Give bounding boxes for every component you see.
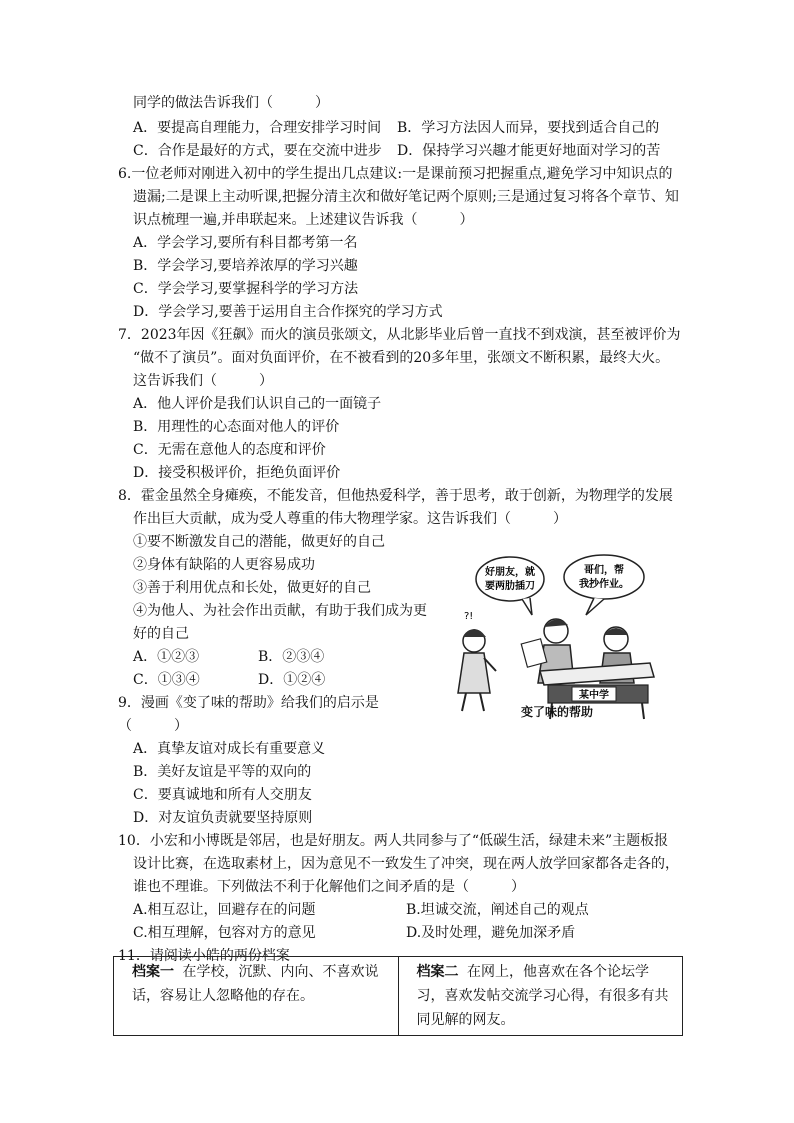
file-two-tag: 档案二	[416, 964, 459, 980]
text-line-l3: C．合作是最好的方式，要在交流中进步	[133, 143, 382, 159]
bubble-right-line2: 我抄作业。	[579, 579, 629, 590]
text-line-l38: 11．请阅读小皓的两份档案	[118, 948, 290, 964]
text-line-l26: C．①③④	[133, 672, 200, 688]
files-table	[113, 956, 683, 1036]
text-line-l9: C．学会学习,要掌握科学的学习方法	[133, 281, 359, 297]
text-line-l30: B．美好友谊是平等的双向的	[133, 764, 312, 780]
text-line-l22: ③善于利用优点和长处，做更好的自己	[133, 580, 371, 596]
text-line-l31: C．要真诚地和所有人交朋友	[133, 787, 312, 803]
text-line-l13: 这告诉我们（ ）	[133, 373, 273, 389]
text-line-l23: ④为他人、为社会作出贡献，有助于我们成为更	[133, 603, 427, 619]
text-line-l35: 谁也不理谁。下列做法不利于化解他们之间矛盾的是（ ）	[133, 879, 525, 895]
text-line-l36: A.相互忍让，回避存在的问题	[133, 902, 316, 918]
text-line-l27: 9．漫画《变了味的帮助》给我们的启示是	[118, 695, 379, 711]
cartoon-caption: 变了味的帮助	[521, 705, 594, 719]
text-line-l17: D．接受积极评价，拒绝负面评价	[133, 465, 341, 481]
bubble-right-line1: 哥们，帮	[584, 565, 624, 576]
text-line-l2: A．要提高自理能力，合理安排学习时间	[133, 120, 382, 136]
text-line-l5: 遗漏;二是课上主动听课,把握分清主次和做好笔记两个原则;三是通过复习将各个章节、知	[133, 189, 679, 205]
text-line-l19: 作出巨大贡献，成为受人尊重的伟大物理学家。这告诉我们（ ）	[133, 511, 567, 527]
text-line-l18: 8．霍金虽然全身瘫痪，不能发音，但他热爱科学，善于思考，敢于创新，为物理学的发展	[118, 488, 673, 504]
text-line-l36b: B.坦诚交流，阐述自己的观点	[406, 902, 589, 918]
text-line-l3b: D．保持学习兴趣才能更好地面对学习的苦	[397, 143, 661, 159]
text-line-l16: C．无需在意他人的态度和评价	[133, 442, 326, 458]
bubble-left-line2: 要两肋插刀	[485, 581, 535, 592]
text-line-l24: 好的自己	[133, 626, 189, 642]
text-line-l1: 同学的做法告诉我们（ ）	[133, 95, 329, 111]
text-line-l33: 10．小宏和小博既是邻居，也是好朋友。两人共同参与了“低碳生活，绿建未来”主题板报	[118, 833, 669, 849]
text-line-l11: 7．2023年因《狂飙》而火的演员张颂文，从北影毕业后曾一直找不到戏演，甚至被评价为	[118, 327, 681, 343]
text-line-l2b: B．学习方法因人而异，要找到适合自己的	[397, 120, 660, 136]
text-line-l25b: B．②③④	[258, 649, 325, 665]
text-line-l37: C.相互理解，包容对方的意见	[133, 925, 316, 941]
text-line-l20: ①要不断激发自己的潜能，做更好的自己	[133, 534, 385, 550]
cartoon-drawing	[444, 553, 662, 721]
text-line-l29: A．真挚友谊对成长有重要意义	[133, 741, 326, 757]
text-line-l21: ②身体有缺陷的人更容易成功	[133, 557, 315, 573]
file-two-text: 在网上，他喜欢在各个论坛学习，喜欢发帖交流学习心得，有很多有共同见解的网友。	[416, 964, 669, 1028]
file-two-cell	[398, 957, 683, 1036]
text-line-l34: 设计比赛，在选取素材上，因为意见不一致发生了冲突，现在两人放学回家都各走各的，	[133, 856, 679, 872]
text-line-l32: D．对友谊负责就要坚持原则	[133, 810, 313, 826]
text-line-l28: （ ）	[118, 718, 188, 734]
exclaim-mark: ?!	[464, 611, 474, 622]
text-line-l12: “做不了演员”。面对负面评价，在不被看到的20多年里，张颂文不断积累，最终大火。	[133, 350, 670, 366]
text-line-l14: A．他人评价是我们认识自己的一面镜子	[133, 396, 382, 412]
file-one-tag: 档案一	[132, 964, 174, 980]
text-line-l37b: D.及时处理，避免加深矛盾	[406, 925, 576, 941]
text-line-l25: A．①②③	[133, 649, 200, 665]
text-line-l4: 6.一位老师对刚进入初中的学生提出几点建议:一是课前预习把握重点,避免学习中知识点的	[118, 166, 673, 182]
text-line-l15: B．用理性的心态面对他人的评价	[133, 419, 340, 435]
file-one-text: 在学校，沉默、内向、不喜欢说话，容易让人忽略他的存在。	[132, 964, 379, 1004]
text-line-l10: D．学会学习,要善于运用自主合作探究的学习方式	[133, 304, 443, 320]
file-one-cell	[114, 957, 399, 1036]
desk-sign: 某中学	[579, 690, 609, 701]
bubble-left-line1: 好朋友，就	[485, 567, 535, 578]
text-line-l6: 识点梳理一遍,并串联起来。上述建议告诉我（ ）	[133, 212, 474, 228]
text-line-l7: A．学会学习,要所有科目都考第一名	[133, 235, 358, 251]
text-line-l8: B．学会学习,要培养浓厚的学习兴趣	[133, 258, 358, 274]
text-line-l26b: D．①②④	[258, 672, 326, 688]
cartoon-illustration	[444, 553, 662, 721]
